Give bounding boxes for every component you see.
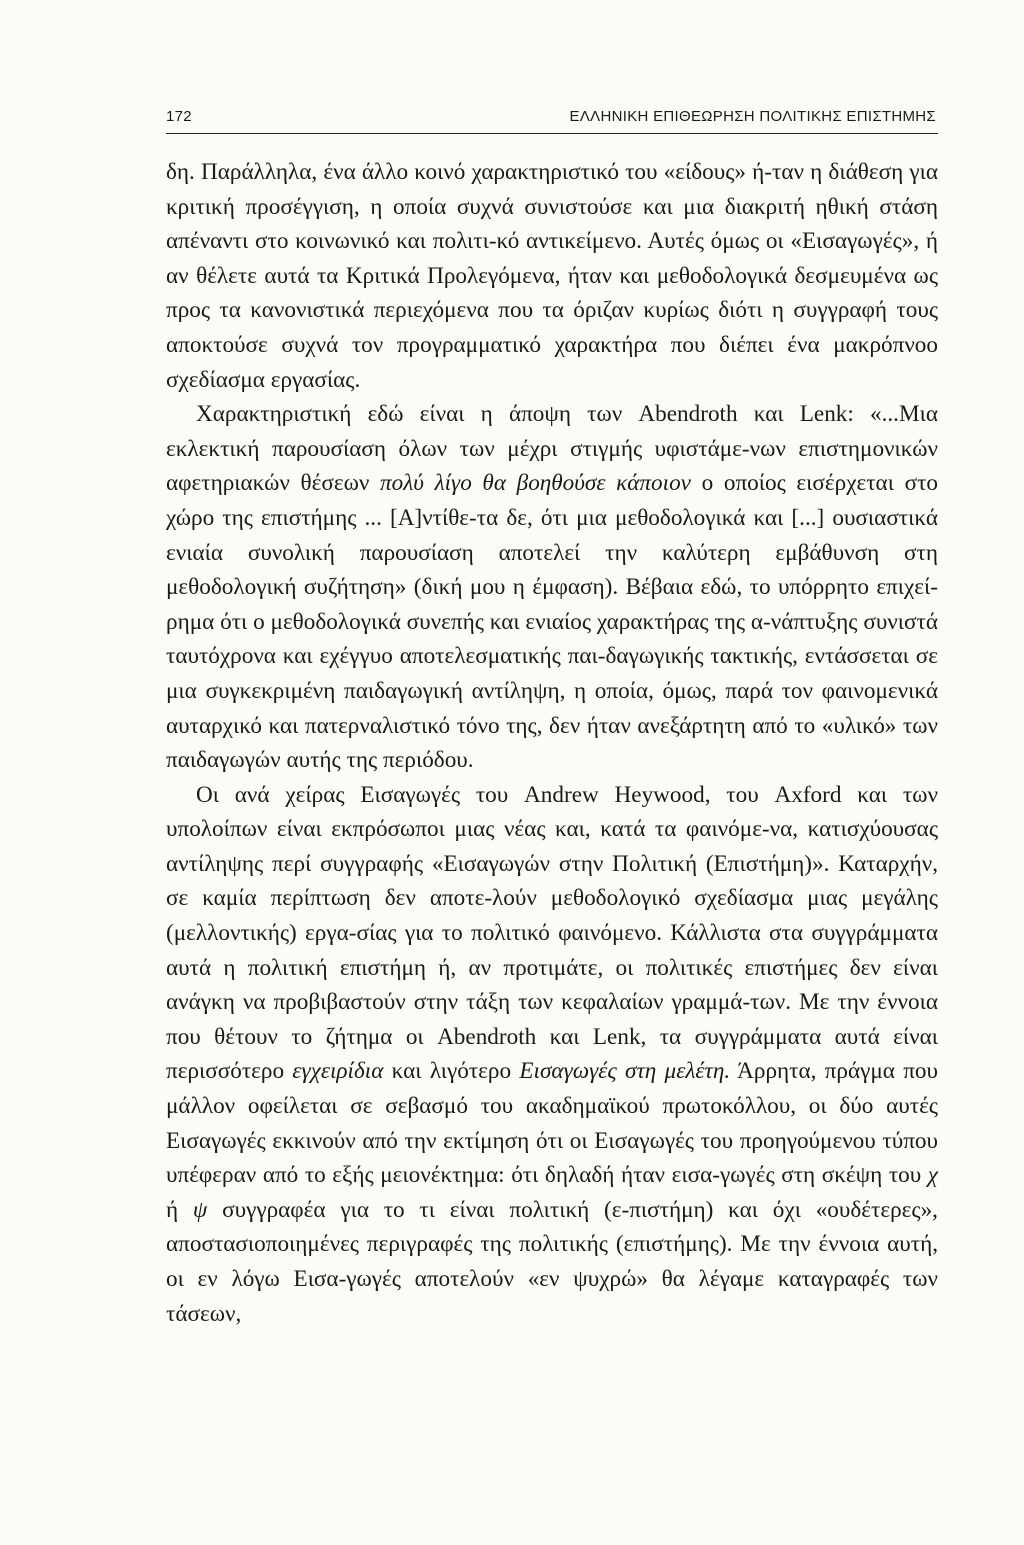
journal-title: ΕΛΛΗΝΙΚΗ ΕΠΙΘΕΩΡΗΣΗ ΠΟΛΙΤΙΚΗΣ ΕΠΙΣΤΗΜΗΣ [569, 108, 936, 125]
page-number: 172 [166, 108, 192, 125]
emphasis-run: ψ [192, 1196, 208, 1223]
text-run: συγγραφέα για το τι είναι πολιτική (ε-πιστήμη) και όχι «ουδέτερες», αποστασιοποιημένες περιγραφές της πολιτικής (επιστήμης). Με την έννοια αυτή, οι εν λόγω Εισα-γωγές αποτελούν «εν ψυχρώ» θα λέγαμε καταγραφές των τάσεων, [166, 1196, 938, 1327]
text-run: δη. Παράλληλα, ένα άλλο κοινό χαρακτηριστικό του «είδους» ή-ταν η διάθεση για κριτική προσέγγιση, η οποία συχνά συνιστούσε και μια διακριτή ηθική στάση απέναντι στο κοινωνικό και πολιτι-κό αντικείμενο. Αυτές όμως οι «Εισαγωγές», ή αν θέλετε αυτά τα Κριτικά Προλεγόμενα, ήταν και μεθοδολογικά δεσμευμένα ως προς τα κανονιστικά περιεχόμενα που τα όριζαν κυρίως διότι η συγγραφή τους αποκτούσε συχνά τον προγραμματικό χαρακτήρα που διέπει ένα μακρόπνοο σχεδίασμα εργασίας. [166, 159, 938, 393]
emphasis-run: πολύ λίγο θα βοηθούσε κάποιον [380, 470, 691, 497]
text-run: και λιγότερο [383, 1058, 520, 1085]
paragraph-1 [166, 155, 938, 397]
text-run: Χαρακτηριστική εδώ είναι η άποψη των Abendroth και Lenk: «...Μια εκλεκτική παρουσίαση όλων των μέχρι στιγμής υφιστάμε-νων επιστημονικών αφετηριακών θέσεων [166, 401, 938, 497]
paragraph-3 [166, 778, 938, 1332]
body-text [166, 155, 938, 1331]
paragraph-2 [166, 397, 938, 778]
text-run: Άρρητα, πράγμα που μάλλον οφείλεται σε σεβασμό του ακαδημαϊκού πρωτοκόλλου, οι δύο αυτές Εισαγωγές εκκινούν από την εκτίμηση ότι οι Εισαγωγές του προηγούμενου τύπου υπέφεραν από το εξής μειονέκτημα: ότι δηλαδή ήταν εισα-γωγές στη σκέψη του [166, 1058, 938, 1189]
text-run: Οι ανά χείρας Εισαγωγές του Andrew Heywood, του Axford και των υπολοίπων είναι εκπρόσωποι μιας νέας και, κατά τα φαινόμε-να, κατισχύουσας αντίληψης περί συγγραφής «Εισαγωγών στην Πολιτική (Επιστήμη)». Καταρχήν, σε καμία περίπτωση δεν αποτε-λούν μεθοδολογικό σχεδίασμα μιας μεγάλης (μελλοντικής) εργα-σίας για το πολιτικό φαινόμενο. Κάλλιστα στα συγγράμματα αυτά η πολιτική επιστήμη ή, αν προτιμάτε, οι πολιτικές επιστήμες δεν είναι ανάγκη να προβιβαστούν στην τάξη των κεφαλαίων γραμμά-των. Με την έννοια που θέτουν το ζήτημα οι Abendroth και Lenk, τα συγγράμματα αυτά είναι περισσότερο [166, 781, 938, 1085]
emphasis-run: χ [927, 1162, 938, 1189]
emphasis-run: εγχειρίδια [292, 1058, 384, 1085]
running-header [166, 103, 938, 134]
text-run: ο οποίος εισέρχεται στο χώρο της επιστήμης ... [Α]ντίθε-τα δε, ότι μια μεθοδολογικά και [...] ουσιαστικά ενιαία συνολική παρουσίαση αποτελεί την καλύτερη εμβάθυνση στη μεθοδολογική συζήτηση» (δική μου η έμφαση). Βέβαια εδώ, το υπόρρητο επιχεί-ρημα ότι ο μεθοδολογικά συνεπής και ενιαίος χαρακτήρας της α-νάπτυξης συνιστά ταυτόχρονα και εχέγγυο αποτελεσματικής παι-δαγωγικής τακτικής, εντάσσεται σε μια συγκεκριμένη παιδαγωγική αντίληψη, η οποία, όμως, παρά τον φαινομενικά αυταρχικό και πατερναλιστικό τόνο της, δεν ήταν ανεξάρτητη από το «υλικό» των παιδαγωγών αυτής της περιόδου. [166, 470, 939, 774]
emphasis-run: Εισαγωγές στη μελέτη. [519, 1058, 731, 1085]
text-run: ή [166, 1196, 193, 1223]
